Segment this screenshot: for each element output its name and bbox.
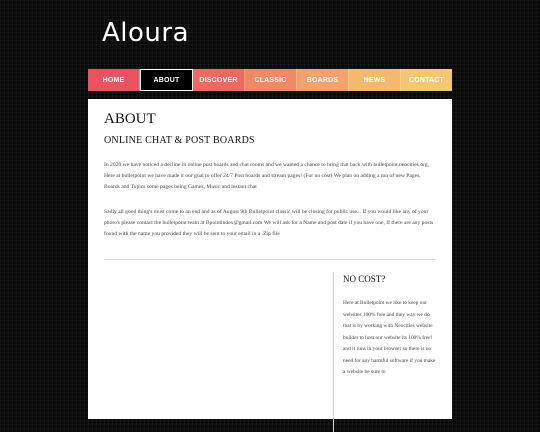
nav-about[interactable]: ABOUT — [140, 69, 193, 91]
sidebar-heading: NO COST? — [343, 274, 386, 284]
about-paragraph-1: In 2020 we have noticed a decline in online post boards and chat rooms and we wanted a chance to bring that back with bulletpoint.neocities.org, Here at bulletpoint we have made it our goal to offer 24/7 Post boards and stream pages! (For no cost) We plan on adding a ton of new Pages, Boards and Topics some pages being Games, Music and instant chat — [104, 162, 430, 190]
nav-contact[interactable]: CONTACT — [401, 69, 452, 91]
about-paragraph-2: Sadly all good thing's must come to an end and as of August 9th Bulletpoint classic will be closing for public use... If you would like any of your photo's please contact the bulletpoint team at Bpointindex@gmail.com We will ask for a Name and post date if you have one, If there are any posts found with the name you provided they will be sent to your email in a .Zip file — [104, 209, 434, 237]
nav-discover[interactable]: DISCOVER — [193, 69, 245, 91]
nav-classic[interactable]: CLASSIC — [245, 69, 297, 91]
main-nav — [88, 69, 452, 91]
nav-news[interactable]: NEWS — [349, 69, 401, 91]
nav-home[interactable]: HOME — [88, 69, 140, 91]
sidebar-no-cost — [333, 272, 438, 432]
nav-boards[interactable]: BOARDS — [297, 69, 349, 91]
sidebar-text: Here at Bulletpoint we like to keep our websites 100% free and they way we do that is by working with Neocities website builder to host our website its 100% free! and it runs in your browser so there is no need for any harmful software if you make a website be sure to — [343, 300, 436, 375]
page-subheading: ONLINE CHAT & POST BOARDS — [104, 135, 255, 146]
content-panel — [88, 99, 452, 419]
section-divider — [104, 259, 436, 260]
site-title: Aloura — [102, 18, 190, 48]
page-heading: ABOUT — [104, 111, 156, 127]
